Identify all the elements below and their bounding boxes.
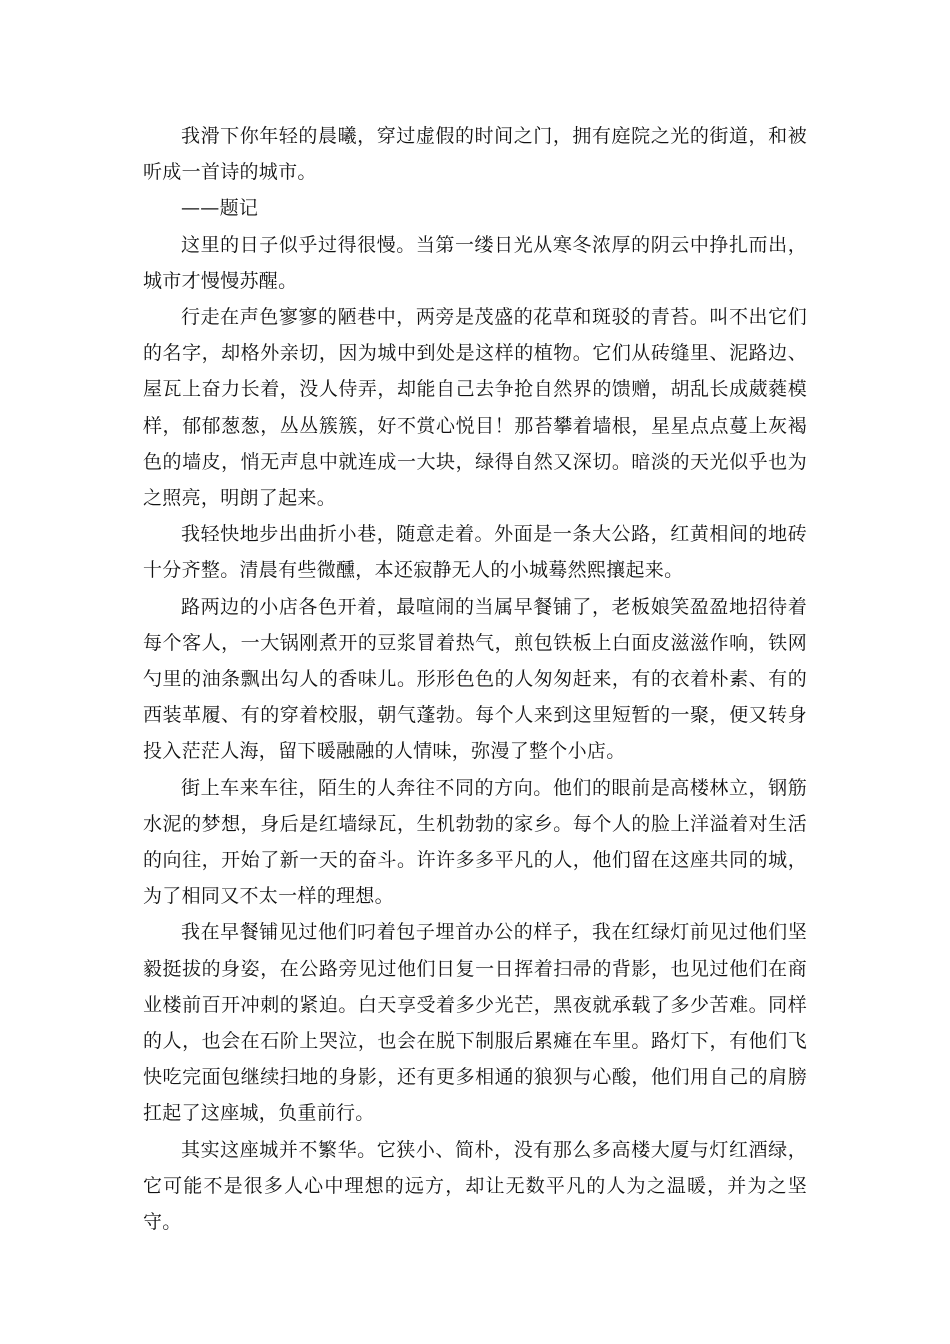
epigraph-attribution: ——题记 xyxy=(181,197,259,220)
paragraph-6: 我在早餐铺见过他们叼着包子埋首办公的样子，我在红绿灯前见过他们坚毅挺拔的身姿，在公路旁见过他们日复一日挥着扫帚的背影，也见过他们在商业楼前百开冲刺的紧迫。白天享受着多少光芒，黑夜就承载了多少苦难。同样的人，也会在石阶上哭泣，也会在脱下制服后累瘫在车里。路灯下，有他们飞快吃完面包继续扫地的身影，还有更多相通的狼狈与心酸，他们用自己的肩膀扛起了这座城，负重前行。 xyxy=(143,921,807,1125)
paragraph-2: 行走在声色寥寥的陋巷中，两旁是茂盛的花草和斑驳的青苔。叫不出它们的名字，却格外亲切，因为城中到处是这样的植物。它们从砖缝里、泥路边、屋瓦上奋力长着，没人侍弄，却能自己去争抢自然界的馈赠，胡乱长成葳蕤模样，郁郁葱葱，丛丛簇簇，好不赏心悦目！那苔攀着墙根，星星点点蔓上灰褐色的墙皮，悄无声息中就连成一大块，绿得自然又深切。暗淡的天光似乎也为之照亮，明朗了起来。 xyxy=(143,306,807,510)
paragraph-3: 我轻快地步出曲折小巷，随意走着。外面是一条大公路，红黄相间的地砖十分齐整。清晨有些微醺，本还寂静无人的小城蓦然熙攘起来。 xyxy=(143,523,807,582)
paragraph-5: 街上车来车往，陌生的人奔往不同的方向。他们的眼前是高楼林立，钢筋水泥的梦想，身后是红墙绿瓦，生机勃勃的家乡。每个人的脸上洋溢着对生活的向往，开始了新一天的奋斗。许许多多平凡的人，他们留在这座共同的城，为了相同又不太一样的理想。 xyxy=(143,776,807,908)
essay-body xyxy=(143,118,807,1240)
paragraph-1: 这里的日子似乎过得很慢。当第一缕日光从寒冬浓厚的阴云中挣扎而出，城市才慢慢苏醒。 xyxy=(143,233,807,292)
epigraph-text: 我滑下你年轻的晨曦，穿过虚假的时间之门，拥有庭院之光的街道，和被听成一首诗的城市。 xyxy=(143,125,807,184)
paragraph-4: 路两边的小店各色开着，最喧闹的当属早餐铺了，老板娘笑盈盈地招待着每个客人，一大锅刚煮开的豆浆冒着热气，煎包铁板上白面皮滋滋作响，铁网勺里的油条飘出勾人的香味儿。形形色色的人匆匆赶来，有的衣着朴素、有的西装革履、有的穿着校服，朝气蓬勃。每个人来到这里短暂的一聚，便又转身投入茫茫人海，留下暖融融的人情味，弥漫了整个小店。 xyxy=(143,595,807,763)
paragraph-7: 其实这座城并不繁华。它狭小、简朴，没有那么多高楼大厦与灯红酒绿，它可能不是很多人心中理想的远方，却让无数平凡的人为之温暖，并为之坚守。 xyxy=(143,1138,807,1234)
